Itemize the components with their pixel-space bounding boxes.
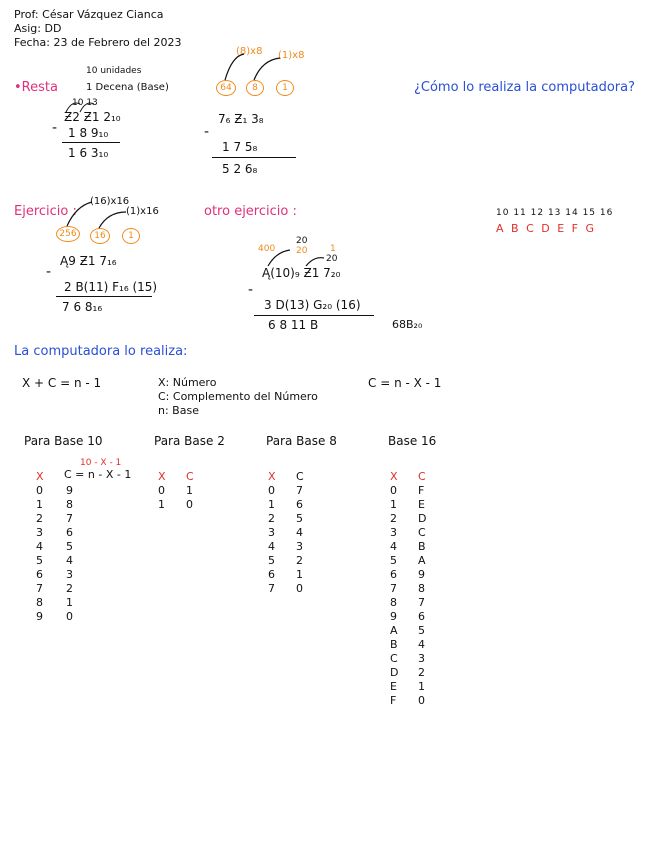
table-b10-c-cell: 0	[66, 610, 73, 623]
table-b8-c-cell: 2	[296, 554, 303, 567]
table-b10-title: Para Base 10	[24, 434, 103, 448]
table-b8-hx: X	[268, 470, 276, 483]
table-b16-c-cell: C	[418, 526, 426, 539]
table-b16-x-cell: 1	[390, 498, 397, 511]
otro-line	[254, 315, 374, 316]
otro-400: 400	[258, 244, 276, 254]
table-b16-x-cell: B	[390, 638, 398, 651]
def-c: C: Complemento del Número	[158, 390, 318, 403]
def-x: X: Número	[158, 376, 217, 389]
oct-mult-1: (1)x8	[278, 50, 305, 61]
hex-result: 7 6 8₁₆	[62, 300, 103, 314]
table-b16-c-cell: 7	[418, 596, 425, 609]
ejercicio-title: Ejercicio :	[14, 204, 77, 219]
otro-result-label: 68B₂₀	[392, 318, 423, 331]
table-b10-hx: X	[36, 470, 44, 483]
table-b2-c-cell: 0	[186, 498, 193, 511]
table-b16-c-cell: 3	[418, 652, 425, 665]
date: Fecha: 23 de Febrero del 2023	[14, 36, 182, 49]
table-b8-c-cell: 3	[296, 540, 303, 553]
table-b8-hc: C	[296, 470, 304, 483]
table-b10-c-cell: 1	[66, 596, 73, 609]
hex-minus: -	[46, 264, 52, 280]
table-b16-c-cell: 0	[418, 694, 425, 707]
table-b16-title: Base 16	[388, 434, 437, 448]
table-b8-c-cell: 4	[296, 526, 303, 539]
oct-line	[212, 157, 296, 158]
otro-result: 6 8 11 B	[268, 318, 319, 332]
table-b10-note: 10 - X - 1	[80, 458, 122, 468]
table-b16-c-cell: 1	[418, 680, 425, 693]
table-b16-hx: X	[390, 470, 398, 483]
table-b16-x-cell: D	[390, 666, 399, 679]
table-b2-c-column	[186, 484, 193, 512]
table-b16-x-cell: C	[390, 652, 398, 665]
table-b8-x-cell: 2	[268, 512, 275, 525]
hex-arrow-2	[99, 212, 126, 228]
table-b16-hc: C	[418, 470, 426, 483]
formula-main: X + C = n - 1	[22, 376, 102, 390]
table-b2-x-cell: 0	[158, 484, 165, 497]
oct-subtrahend: 1 7 5₈	[222, 140, 258, 154]
table-b8-x-column	[268, 484, 275, 596]
dec-line	[62, 142, 120, 143]
table-b10-x-cell: 6	[36, 568, 43, 581]
hex-circle-16: 16	[90, 228, 110, 244]
table-b2-c-cell: 1	[186, 484, 193, 497]
table-b2-hx: X	[158, 470, 166, 483]
table-b16-x-cell: 6	[390, 568, 397, 581]
table-b8-c-column	[296, 484, 303, 596]
otro-title: otro ejercicio :	[204, 204, 297, 219]
hex-top-number: Ą9 Ƶ1 7₁₆	[60, 254, 117, 268]
table-b16-x-cell: F	[390, 694, 397, 707]
otro-20-arrow: 20	[326, 254, 338, 264]
table-b16-c-cell: 4	[418, 638, 425, 651]
table-b10-c-cell: 8	[66, 498, 73, 511]
table-b16-c-cell: E	[418, 498, 425, 511]
hex-mult-16: (16)x16	[90, 196, 130, 207]
table-b16-c-cell: 8	[418, 582, 425, 595]
table-b16-c-cell: 5	[418, 624, 425, 637]
otro-minus: -	[248, 282, 254, 298]
dec-top-number: Ƶ2 Ƶ1 2₁₀	[64, 110, 121, 124]
oct-circle-8: 8	[246, 80, 264, 96]
table-b16-c-cell: F	[418, 484, 425, 497]
otro-20-mid: 20	[296, 246, 308, 256]
subject: Asig: DD	[14, 22, 62, 35]
professor-name: Prof: César Vázquez Cianca	[14, 8, 164, 21]
table-b16-x-cell: 8	[390, 596, 397, 609]
resta-title: •Resta	[14, 80, 58, 95]
table-b16-x-cell: 7	[390, 582, 397, 595]
table-b10-c-cell: 7	[66, 512, 73, 525]
table-b10-c-column	[66, 484, 73, 624]
table-b16-x-cell: A	[390, 624, 398, 637]
table-b16-x-cell: 4	[390, 540, 397, 553]
table-b8-c-cell: 1	[296, 568, 303, 581]
table-b16-c-cell: 9	[418, 568, 425, 581]
table-b2-title: Para Base 2	[154, 434, 225, 448]
table-b16-x-cell: 5	[390, 554, 397, 567]
table-b8-x-cell: 1	[268, 498, 275, 511]
oct-circle-1: 1	[276, 80, 294, 96]
table-b2-x-cell: 1	[158, 498, 165, 511]
table-b10-x-cell: 0	[36, 484, 43, 497]
table-b16-c-cell: 2	[418, 666, 425, 679]
table-b8-x-cell: 6	[268, 568, 275, 581]
table-b10-x-cell: 8	[36, 596, 43, 609]
dec-borrow: 10 13	[72, 98, 98, 108]
table-b16-x-column	[390, 484, 398, 708]
hex-circle-256: 256	[56, 226, 80, 242]
table-b10-x-cell: 5	[36, 554, 43, 567]
def-n: n: Base	[158, 404, 199, 417]
table-b10-c-cell: 9	[66, 484, 73, 497]
hex-subtrahend: 2 B(11) F₁₆ (15)	[64, 280, 158, 294]
table-b8-x-cell: 0	[268, 484, 275, 497]
table-b8-x-cell: 5	[268, 554, 275, 567]
table-b2-x-column	[158, 484, 165, 512]
table-b10-x-column	[36, 484, 43, 624]
oct-top-number: 7₆ Ƶ₁ 3₈	[218, 112, 264, 126]
hex-mult-1: (1)x16	[126, 206, 159, 217]
table-b10-c-cell: 5	[66, 540, 73, 553]
table-b8-c-cell: 5	[296, 512, 303, 525]
hex-line	[56, 296, 152, 297]
computadora-title: La computadora lo realiza:	[14, 344, 188, 359]
formula-complement: C = n - X - 1	[368, 376, 442, 390]
question-text: ¿Cómo lo realiza la computadora?	[414, 80, 635, 95]
table-b10-c-cell: 3	[66, 568, 73, 581]
oct-minus: -	[204, 124, 210, 140]
table-b10-x-cell: 9	[36, 610, 43, 623]
table-b8-c-cell: 0	[296, 582, 303, 595]
units-note: 10 unidades	[86, 66, 142, 76]
table-b10-x-cell: 3	[36, 526, 43, 539]
table-b10-x-cell: 4	[36, 540, 43, 553]
otro-1: 1	[330, 244, 336, 254]
table-b16-x-cell: 3	[390, 526, 397, 539]
table-b16-c-cell: D	[418, 512, 427, 525]
dec-result: 1 6 3₁₀	[68, 146, 109, 160]
table-b10-x-cell: 1	[36, 498, 43, 511]
table-b8-x-cell: 3	[268, 526, 275, 539]
table-b16-c-column	[418, 484, 426, 708]
table-b16-c-cell: 6	[418, 610, 425, 623]
oct-result: 5 2 6₈	[222, 162, 258, 176]
table-b8-c-cell: 7	[296, 484, 303, 497]
table-b8-c-cell: 6	[296, 498, 303, 511]
table-b8-x-cell: 4	[268, 540, 275, 553]
table-b16-x-cell: 0	[390, 484, 397, 497]
table-b10-x-cell: 2	[36, 512, 43, 525]
table-b8-x-cell: 7	[268, 582, 275, 595]
table-b16-x-cell: 2	[390, 512, 397, 525]
oct-arrow-2	[254, 58, 280, 80]
otro-arrow-2	[306, 258, 324, 266]
table-b16-c-cell: B	[418, 540, 426, 553]
dec-minus: -	[52, 120, 58, 136]
oct-circle-64: 64	[216, 80, 236, 96]
table-b10-c-cell: 2	[66, 582, 73, 595]
otro-subtrahend: 3 D(13) G₂₀ (16)	[264, 298, 361, 312]
table-b16-c-cell: A	[418, 554, 426, 567]
hex-circle-1: 1	[122, 228, 140, 244]
table-b10-hc: C = n - X - 1	[64, 468, 132, 481]
table-b16-x-cell: 9	[390, 610, 397, 623]
decena-note: 1 Decena (Base)	[86, 82, 169, 93]
hex-ref-letters: A B C D E F G	[496, 222, 597, 235]
otro-20-top: 20	[296, 236, 308, 246]
table-b10-c-cell: 4	[66, 554, 73, 567]
table-b16-x-cell: E	[390, 680, 397, 693]
table-b2-hc: C	[186, 470, 194, 483]
otro-top-number: Ą(10)₉ Ƶ1 7₂₀	[262, 266, 341, 280]
table-b10-c-cell: 6	[66, 526, 73, 539]
oct-arrow-1	[225, 54, 244, 80]
oct-mult-8: (8)x8	[236, 46, 263, 57]
hex-ref-numbers: 10 11 12 13 14 15 16	[496, 208, 614, 218]
table-b10-x-cell: 7	[36, 582, 43, 595]
table-b8-title: Para Base 8	[266, 434, 337, 448]
dec-subtrahend: 1 8 9₁₀	[68, 126, 109, 140]
